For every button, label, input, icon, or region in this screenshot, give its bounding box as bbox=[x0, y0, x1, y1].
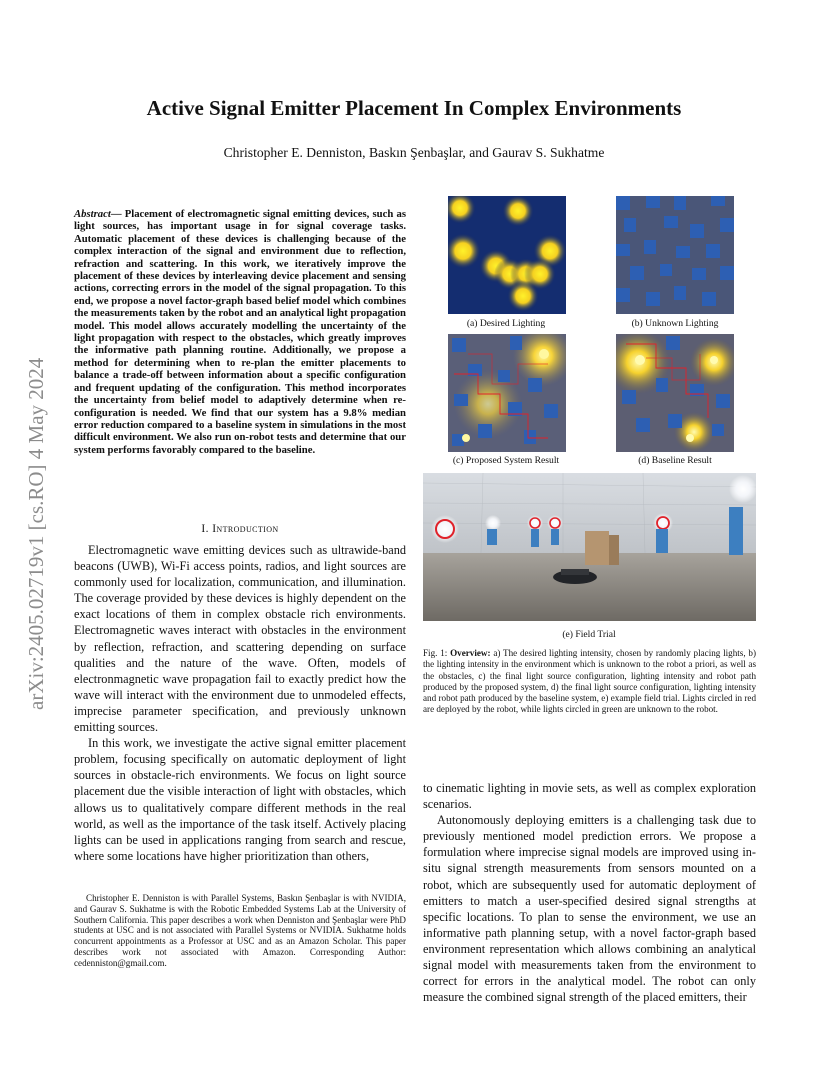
body-paragraph: Autonomously deploying emitters is a challenging task due to previously mentioned model prediction errors. We propose a formulation where imprecise signal models are improved using in-situ signal strength measurements from sensors mounted on a robot, which are subsequently used for automatic deployment of emitters to match a user-specified desired signal strengths at specific locations. To plan to sense the environment, we use an informative path planning setup, with a novel factor-graph based environment representation which allows combining an analytical signal model with measurements taken from the environment to correct for errors in the analytical model. The robot can only measure the combined signal strength of the placed emitters, their bbox=[423, 813, 756, 1005]
arxiv-identifier-stamp bbox=[10, 290, 56, 710]
paper-title: Active Signal Emitter Placement In Complex Environments bbox=[146, 96, 682, 120]
subcaption-b: (b) Unknown Lighting bbox=[631, 318, 719, 329]
author-footnote: Christopher E. Denniston is with Parallel Systems, Baskın Şenbaşlar is with NVIDIA, and Gaurav S. Sukhatme is with the Robotic Embedded Systems Lab at the University of Southern California. This paper describes a work when Denniston and Şenbaşlar were PhD students at USC and is not associated with Parallel Systems or NVIDIA. Sukhatme holds concurrent appointments as a Professor at USC and as an Amazon Scholar. This paper describes work not associated with Amazon. Corresponding Author: cedenniston@gmail.com. bbox=[74, 893, 406, 968]
author-list: Christopher E. Denniston, Baskın Şenbaşlar, and Gaurav S. Sukhatme bbox=[223, 145, 605, 160]
baseline-result-heatmap bbox=[616, 334, 734, 452]
figure-caption bbox=[423, 648, 756, 716]
figure-caption-bold: Overview: bbox=[450, 648, 491, 658]
figure-caption-text: a) The desired lighting intensity, chosen by randomly placing lights, b) the lighting intensity in the environment which is unknown to the robot a priori, as well as the obstacles, c) the final light source configuration, lighting intensity and robot path produced by the proposed system, d) the final light source configuration, lighting intensity and robot path produced by the baseline system, e) example field trial. Lights circled in red are deployed by the robot, while lights circled in green are unknown to the robot. bbox=[423, 648, 756, 715]
field-trial-image bbox=[423, 473, 756, 621]
intro-paragraph: In this work, we investigate the active signal emitter placement problem, focusing specifically on automatic deployment of light sources in obstacle-rich environments. We focus on light source placement due the visible interaction of light with obstacles, which allows us to qualitatively compare different methods in the real world, as well as the importance of the task itself. Actively placing lights can be used in applications ranging from search and rescue, where some locations have higher prioritization than others, bbox=[74, 736, 406, 863]
left-column-body bbox=[74, 542, 406, 864]
figure-panel-unknown-lighting bbox=[616, 196, 734, 314]
right-column-body bbox=[423, 780, 756, 1005]
figure-panel-baseline-result bbox=[616, 334, 734, 452]
section-heading bbox=[74, 523, 406, 535]
desired-lighting-heatmap bbox=[448, 196, 566, 314]
subcaption-e: (e) Field Trial bbox=[562, 629, 616, 640]
figure-panel-proposed-result bbox=[448, 334, 566, 452]
field-trial-photo bbox=[423, 473, 756, 621]
figure-caption-label: Fig. 1: bbox=[423, 648, 448, 658]
abstract-text: Placement of electromagnetic signal emitting devices, such as light sources, has important usage in for signal coverage tasks. Automatic placement of these devices is challenging because of the complex interaction of the signal and environment due to reflection, refraction and scattering. In this work, we iteratively improve the placement of these devices by interleaving device placement and sensing actions, correcting errors in the model of the signal propagation. To this end, we propose a novel factor-graph based belief model which combines the measurements taken by the robot and an analytical light propagation model. This model allows accurately modelling the uncertainty of the light propagation with respect to the obstacles, which greatly improves the informative path planning routine. Additionally, we propose a method for determining when to re-plan the emitter placements to balance a trade-off between information about a specific configuration and frequent updating of the configuration. This method incorporates the uncertainty from belief model to adaptively determine when re-configuration is needed. We find that our system has a 9.8% median error reduction compared to a baseline system in simulations in the most difficult environment. We also run on-robot tests and determine that our system performs favorably compared to the baseline. bbox=[74, 208, 407, 456]
subcaption-d: (d) Baseline Result bbox=[638, 455, 712, 466]
arxiv-stamp-text: arXiv:2405.02719v1 [cs.RO] 4 May 2024 bbox=[24, 357, 48, 710]
subcaption-c: (c) Proposed System Result bbox=[452, 455, 560, 466]
body-paragraph: to cinematic lighting in movie sets, as well as complex exploration scenarios. bbox=[423, 781, 756, 812]
subcaption-a: (a) Desired Lighting bbox=[466, 318, 546, 329]
section-title: Introduction bbox=[212, 523, 279, 535]
abstract-lead: Abstract bbox=[74, 208, 111, 220]
section-number: I. bbox=[201, 523, 209, 535]
abstract: Abstract— Placement of electromagnetic signal emitting devices, such as light sources, has important usage in for signal coverage tasks. Automatic placement of these devices is challenging because of the complex interaction of the signal and environment due to reflection, refraction and scattering. In this work, we iteratively improve the placement of these devices by interleaving device placement and sensing actions, correcting errors in the model of the signal propagation. To this end, we propose a novel factor-graph based belief model which combines the measurements taken by the robot and an analytical light propagation model. This model allows accurately modelling the uncertainty of the light propagation with respect to the obstacles, which greatly improves the informative path planning routine. Additionally, we propose a method for determining when to re-plan the emitter placements to balance a trade-off between information about a specific configuration and frequent updating of the configuration. This method incorporates the uncertainty from belief model to adaptively determine when re-configuration is needed. We find that our system has a 9.8% median error reduction compared to a baseline system in simulations in the most difficult environment. We also run on-robot tests and determine that our system performs favorably compared to the baseline. bbox=[74, 208, 407, 456]
figure-panel-desired-lighting bbox=[448, 196, 566, 314]
intro-paragraph: Electromagnetic wave emitting devices such as ultrawide-band beacons (UWB), Wi-Fi access points, radios, and light sources are commonly used for localization, communication, and illumination. The coverage provided by these devices is highly dependent on the exact locations of them in complex obstacle rich environments. Electromagnetic waves interact with obstacles in the environment by reflection, refraction, and scattering depending on surface qualities and the nature of the wave. Often, models of electronmagnetic wave propagation fail to exactly predict how the wave will interact with the environment due to unmodeled effects, imprecise parameter specification, and previously unknown emitting sources. bbox=[74, 543, 406, 735]
unknown-lighting-heatmap bbox=[616, 196, 734, 314]
proposed-system-heatmap bbox=[448, 334, 566, 452]
